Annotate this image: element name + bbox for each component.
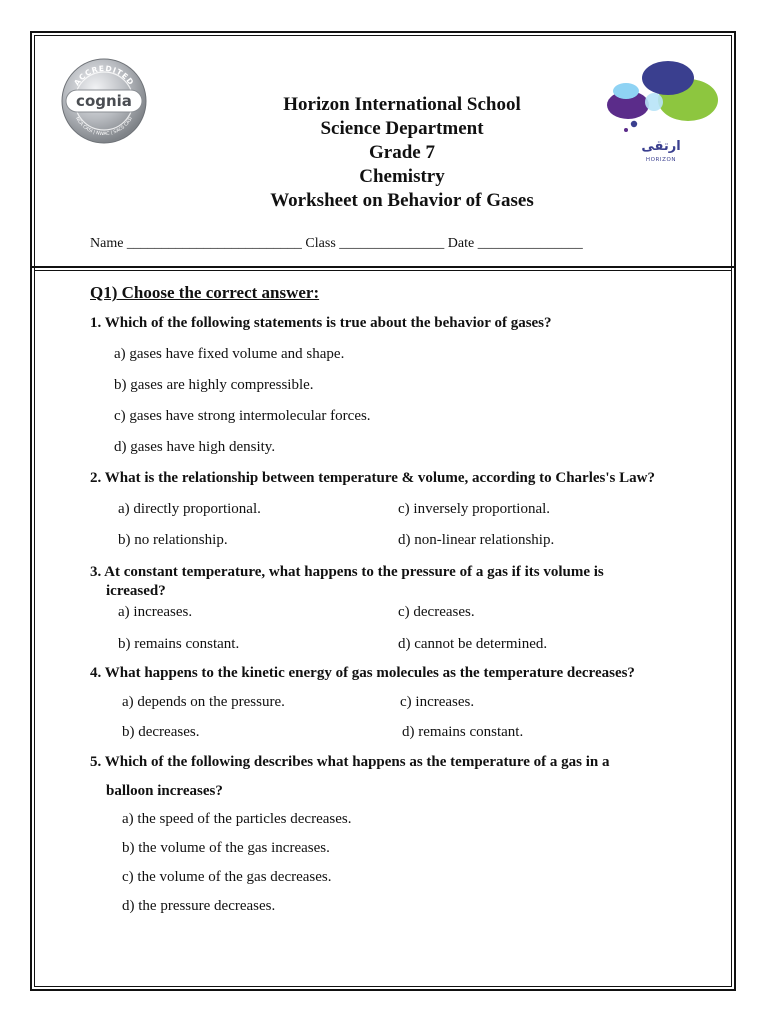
question-3-option-c: c) decreases. (398, 604, 475, 620)
question-2-option-a: a) directly proportional. (118, 501, 261, 517)
header-divider (32, 266, 734, 268)
accreditation-seal (60, 57, 148, 145)
school-name: Horizon International School (283, 94, 521, 115)
question-3-option-a: a) increases. (118, 604, 193, 620)
question-1-option-d: d) gases have high density. (114, 439, 276, 455)
logo-english-text: HORIZON (645, 157, 677, 163)
question-2-option-c: c) inversely proportional. (398, 501, 551, 517)
question-5: 5. Which of the following describes what happens as the temperature of a gas in a (90, 754, 610, 770)
question-4-option-b: b) decreases. (122, 724, 200, 740)
question-4-option-d: d) remains constant. (402, 724, 524, 740)
svg-text:ACCREDITED: ACCREDITED (72, 63, 136, 88)
question-1-option-a: a) gases have fixed volume and shape. (114, 346, 345, 362)
question-3-continuation: icreased? (106, 583, 166, 599)
subject-label: Chemistry (359, 166, 445, 187)
question-3-option-b: b) remains constant. (118, 636, 240, 652)
logo-arabic-text: ارتقى (641, 139, 681, 154)
document-header (150, 93, 654, 213)
question-1: 1. Which of the following statements is true about the behavior of gases? (90, 315, 552, 331)
question-3: 3. At constant temperature, what happens to the pressure of a gas if its volume is (90, 564, 604, 580)
question-3-option-d: d) cannot be determined. (398, 636, 548, 652)
section-heading: Q1) Choose the correct answer: (90, 283, 320, 302)
grade-label: Grade 7 (369, 142, 435, 163)
header-divider-inner (35, 270, 731, 271)
question-4-option-a: a) depends on the pressure. (122, 694, 285, 710)
question-5-option-d: d) the pressure decreases. (122, 898, 276, 914)
svg-text:cognia: cognia (76, 92, 132, 110)
svg-text:NCA CASI | NWAC | SACS CASI: NCA CASI | NWAC | SACS CASI (73, 116, 135, 138)
student-info-line: Name _________________________ Class _______________ Date _______________ (90, 236, 583, 251)
question-5-option-c: c) the volume of the gas decreases. (122, 869, 332, 885)
question-5-option-a: a) the speed of the particles decreases. (122, 811, 352, 827)
question-2-option-d: d) non-linear relationship. (398, 532, 555, 548)
question-5-continuation: balloon increases? (106, 783, 223, 799)
question-2-option-b: b) no relationship. (118, 532, 228, 548)
department-name: Science Department (320, 118, 484, 139)
question-4-option-c: c) increases. (400, 694, 475, 710)
question-1-option-c: c) gases have strong intermolecular forces. (114, 408, 371, 424)
question-5-option-b: b) the volume of the gas increases. (122, 840, 330, 856)
question-4: 4. What happens to the kinetic energy of gas molecules as the temperature decreases? (90, 665, 635, 681)
question-1-option-b: b) gases are highly compressible. (114, 377, 314, 393)
question-2: 2. What is the relationship between temperature & volume, according to Charles's Law? (90, 470, 655, 486)
worksheet-title: Worksheet on Behavior of Gases (270, 190, 534, 211)
